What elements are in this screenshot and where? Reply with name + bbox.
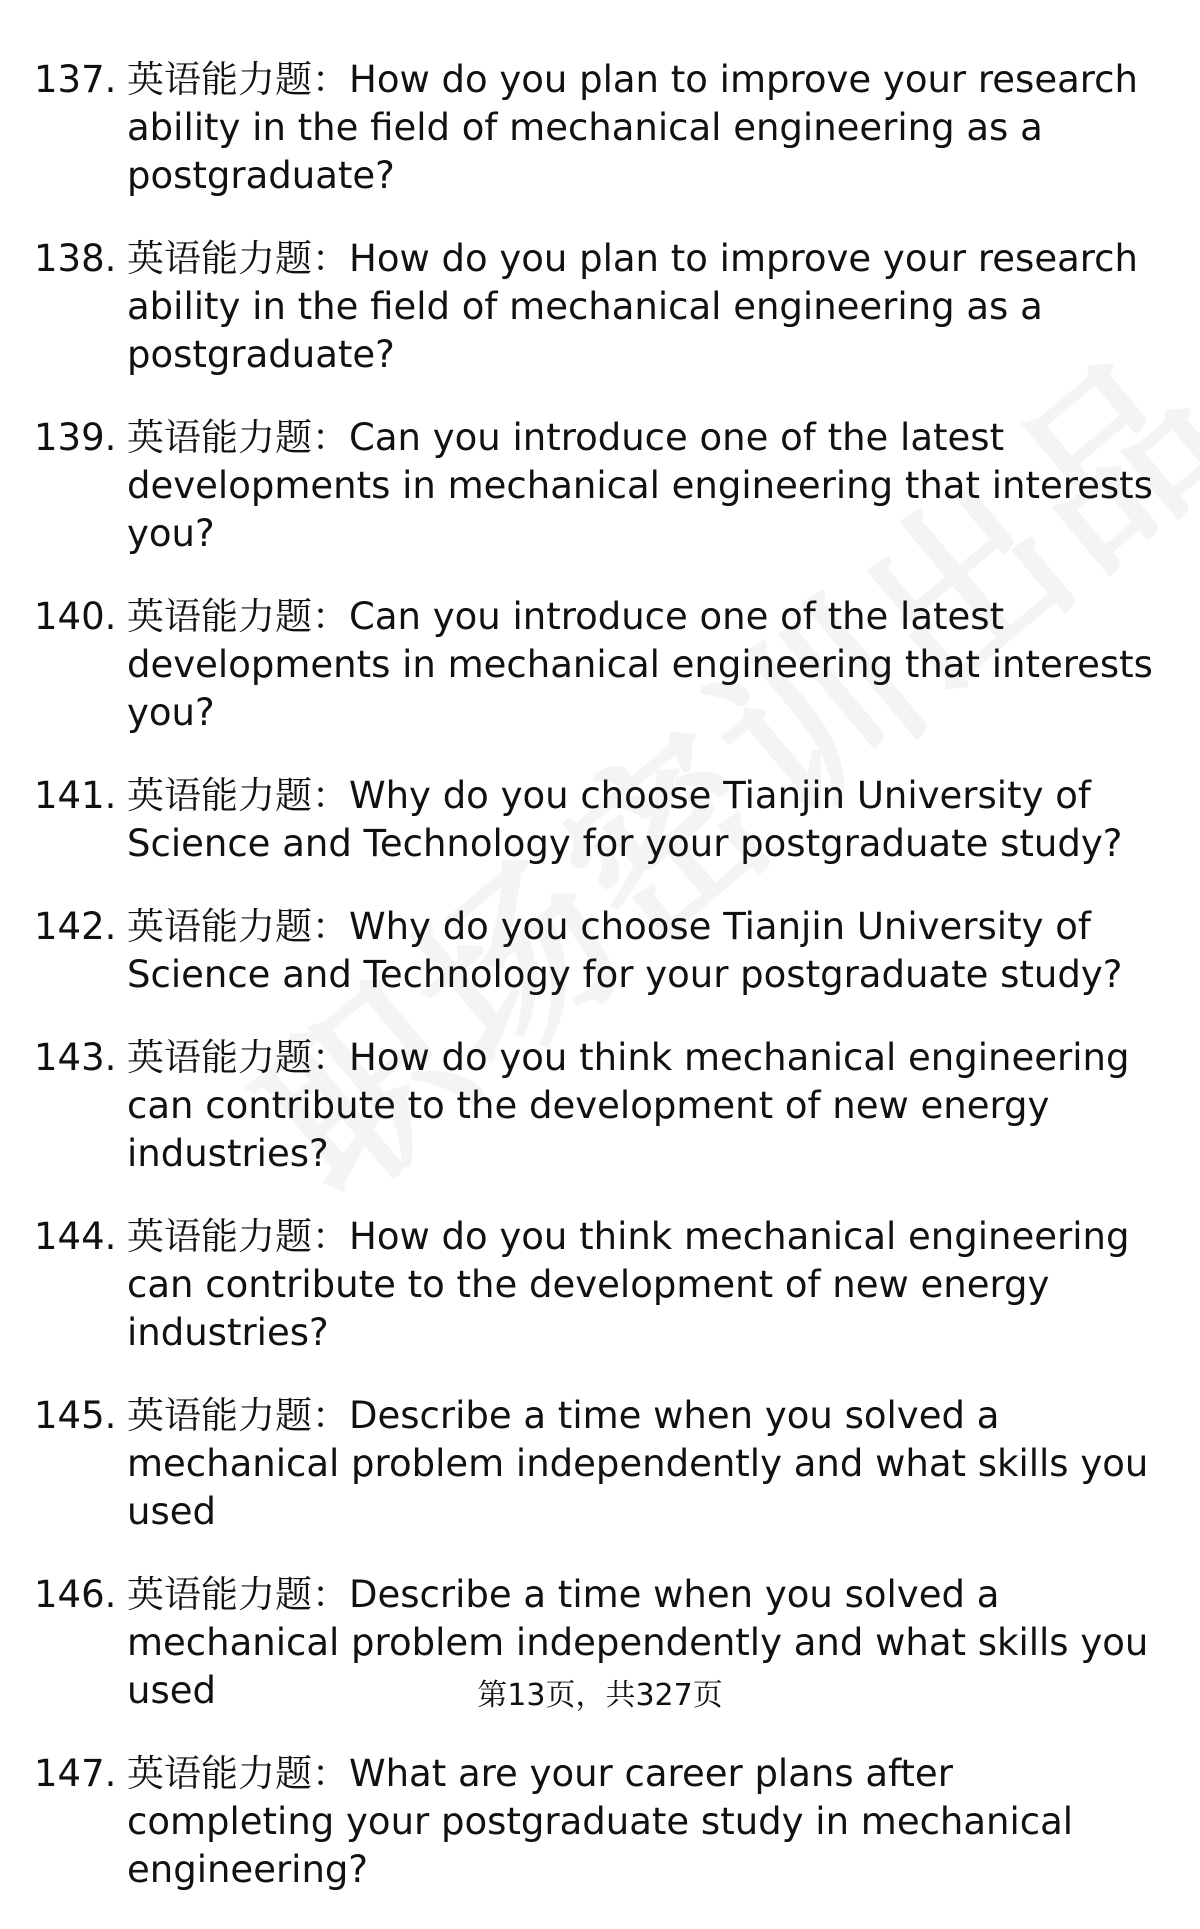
question-text: What are your career plans after completing your postgraduate study in mechanical engineering?: [127, 1752, 1074, 1891]
question-category-label: 英语能力题：: [127, 1215, 349, 1258]
question-item: [34, 56, 1174, 200]
question-body: [127, 1213, 1167, 1357]
question-text: Why do you choose Tianjin University of Science and Technology for your postgraduate study?: [127, 905, 1123, 996]
question-category-label: 英语能力题：: [127, 416, 349, 459]
question-item: [34, 1034, 1174, 1178]
question-item: [34, 414, 1174, 558]
question-item: [34, 903, 1174, 999]
question-number: 137.: [34, 58, 117, 101]
question-item: [34, 1392, 1174, 1536]
question-text: Describe a time when you solved a mechanical problem independently and what skills you used: [127, 1573, 1149, 1712]
question-category-label: 英语能力题：: [127, 595, 349, 638]
question-category-label: 英语能力题：: [127, 1394, 349, 1437]
question-number: 144.: [34, 1215, 117, 1258]
question-text: How do you plan to improve your research ability in the field of mechanical engineering as a postgraduate?: [127, 237, 1138, 376]
question-item: [34, 593, 1174, 737]
question-body: [127, 414, 1167, 558]
question-text: How do you plan to improve your research ability in the field of mechanical engineering as a postgraduate?: [127, 58, 1138, 197]
question-category-label: 英语能力题：: [127, 58, 349, 101]
question-item: [34, 235, 1174, 379]
question-body: [127, 593, 1167, 737]
question-body: [127, 235, 1167, 379]
question-text: How do you think mechanical engineering can contribute to the development of new energy industries?: [127, 1215, 1130, 1354]
question-number: 143.: [34, 1036, 117, 1079]
question-body: [127, 56, 1167, 200]
question-category-label: 英语能力题：: [127, 237, 349, 280]
question-text: How do you think mechanical engineering can contribute to the development of new energy industries?: [127, 1036, 1130, 1175]
question-number: 139.: [34, 416, 117, 459]
question-body: [127, 772, 1167, 868]
question-number: 142.: [34, 905, 117, 948]
question-text: Can you introduce one of the latest developments in mechanical engineering that interests you?: [127, 416, 1153, 555]
question-body: [127, 903, 1167, 999]
page-number: 第13页，共327页: [477, 1678, 723, 1713]
question-text: Why do you choose Tianjin University of Science and Technology for your postgraduate study?: [127, 774, 1123, 865]
question-number: 140.: [34, 595, 117, 638]
question-list: [34, 56, 1174, 1929]
question-number: 146.: [34, 1573, 117, 1616]
question-body: [127, 1034, 1167, 1178]
question-category-label: 英语能力题：: [127, 774, 349, 817]
question-number: 141.: [34, 774, 117, 817]
question-text: Can you introduce one of the latest developments in mechanical engineering that interests you?: [127, 595, 1153, 734]
question-body: [127, 1750, 1167, 1894]
question-category-label: 英语能力题：: [127, 1573, 349, 1616]
question-item: [34, 1750, 1174, 1894]
question-number: 147.: [34, 1752, 117, 1795]
question-category-label: 英语能力题：: [127, 905, 349, 948]
question-number: 145.: [34, 1394, 117, 1437]
question-category-label: 英语能力题：: [127, 1752, 349, 1795]
question-category-label: 英语能力题：: [127, 1036, 349, 1079]
question-item: [34, 772, 1174, 868]
question-text: Describe a time when you solved a mechanical problem independently and what skills you used: [127, 1394, 1149, 1533]
question-body: [127, 1392, 1167, 1536]
question-item: [34, 1213, 1174, 1357]
question-number: 138.: [34, 237, 117, 280]
